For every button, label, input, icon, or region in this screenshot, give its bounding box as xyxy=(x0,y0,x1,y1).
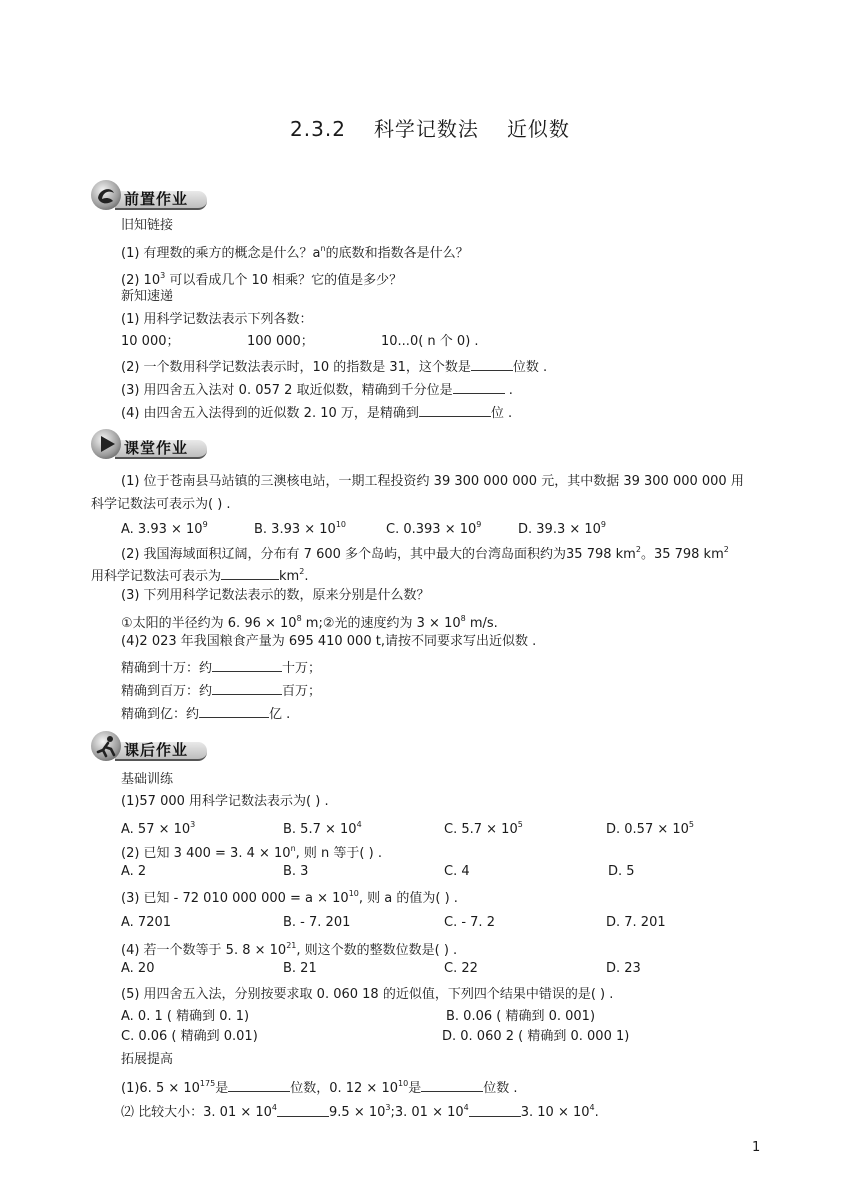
play-icon xyxy=(91,429,121,459)
option-c: C. - 7. 2 xyxy=(444,915,495,930)
subheading-basic: 基础训练 xyxy=(121,772,174,787)
answer-blank[interactable] xyxy=(199,703,269,718)
question-text: (1) 位于苍南县马站镇的三澳核电站，一期工程投资约 39 300 000 000 元，其中数据 39 300 000 000 用 xyxy=(121,474,744,489)
question-text: 科学记数法可表示为( ) . xyxy=(91,497,231,512)
section-header-post xyxy=(91,731,209,761)
question-text: (2) $10^3$ 可以看成几个 10 相乘？它的值是多少？ xyxy=(121,271,403,288)
question-text: 精确到十万：约 十万； xyxy=(121,657,321,678)
answer-blank[interactable] xyxy=(421,1077,483,1092)
option-a: A. $3.93 \times 10^9$ xyxy=(121,520,208,537)
option-a: A. 20 xyxy=(121,961,155,976)
option-a: A. 7201 xyxy=(121,915,172,930)
section-label: 前置作业 xyxy=(124,190,189,208)
option-c: C. $5.7 \times 10^5$ xyxy=(444,820,523,837)
option-b: B. $5.7 \times 10^4$ xyxy=(283,820,362,837)
subheading-old-knowledge: 旧知链接 xyxy=(121,218,174,233)
page-number: 1 xyxy=(752,1140,761,1155)
option-c: C. 4 xyxy=(444,864,470,879)
subheading-extension: 拓展提高 xyxy=(121,1052,174,1067)
page-title xyxy=(0,113,860,142)
answer-blank[interactable] xyxy=(277,1108,329,1117)
question-text: (1) 用科学记数法表示下列各数： xyxy=(121,312,313,327)
subheading-new-knowledge: 新知速递 xyxy=(121,289,174,304)
option-d: D. 5 xyxy=(608,864,635,879)
question-text: (2) 一个数用科学记数法表示时，10 的指数是 31，这个数是 位数 . xyxy=(121,356,547,377)
question-text: (1) 有理数的乘方的概念是什么？$a^n$的底数和指数各是什么？ xyxy=(121,244,469,261)
runner-icon xyxy=(91,731,121,761)
question-text: 精确到亿：约 亿 . xyxy=(121,703,290,724)
answer-blank[interactable] xyxy=(221,565,279,580)
answer-blank[interactable] xyxy=(453,379,505,394)
answer-blank[interactable] xyxy=(471,356,513,371)
question-text: (1)57 000 用科学记数法表示为( ) . xyxy=(121,794,329,809)
question-text: 精确到百万：约 百万； xyxy=(121,680,321,701)
question-text: (3) 已知 - 72 010 000 $000 = a \times 10^{10}$, 则 a 的值为( ) . xyxy=(121,889,458,906)
question-text: (4) 由四舍五入法得到的近似数 2. 10 万，是精确到 位 . xyxy=(121,402,512,423)
title-topic-1: 科学记数法 xyxy=(373,117,479,141)
option-d: D. 23 xyxy=(606,961,641,976)
answer-blank[interactable] xyxy=(469,1108,521,1117)
option-c: C. 22 xyxy=(444,961,478,976)
section-header-pre xyxy=(91,180,209,210)
question-item: 10 000； xyxy=(121,334,180,349)
option-b: B. 21 xyxy=(283,961,317,976)
question-text: (3) 用四舍五入法对 0. 057 2 取近似数，精确到千分位是 . xyxy=(121,379,513,400)
question-text: (2) 我国海域面积辽阔，分布有 7 600 多个岛屿，其中最大的台湾岛面积约为35 798 $km^2$。35 798 $km^2$ xyxy=(121,545,729,562)
question-text: (2) 已知 3 400 = 3. $4 \times 10^n$, 则 n 等于( ) . xyxy=(121,844,382,861)
option-b: B. 0.06 ( 精确到 0. 001) xyxy=(446,1009,596,1024)
answer-blank[interactable] xyxy=(419,402,491,417)
section-label: 课后作业 xyxy=(124,741,189,759)
section-label: 课堂作业 xyxy=(124,439,189,457)
option-c: C. $0.393 \times 10^9$ xyxy=(386,520,482,537)
option-b: B. 3 xyxy=(283,864,309,879)
question-text: (3) 下列用科学记数法表示的数，原来分别是什么数？ xyxy=(121,588,430,603)
swirl-icon xyxy=(91,180,121,210)
option-c: C. 0.06 ( 精确到 0.01) xyxy=(121,1029,258,1044)
option-a: A. 0. 1 ( 精确到 0. 1) xyxy=(121,1009,250,1024)
option-d: D. $39.3 \times 10^9$ xyxy=(518,520,607,537)
option-b: B. - 7. 201 xyxy=(283,915,351,930)
option-d: D. 7. 201 xyxy=(606,915,666,930)
question-item: 100 000； xyxy=(247,334,314,349)
question-text: ⑵ 比较大小：3. $01 \times 10^4$ $9.5 \times 10^3;3$. $01 \times 10^4$ 3. $10 \times 10^4$. xyxy=(121,1103,599,1120)
title-topic-2: 近似数 xyxy=(506,117,570,141)
answer-blank[interactable] xyxy=(212,657,282,672)
option-b: B. $3.93 \times 10^{10}$ xyxy=(254,520,347,537)
option-d: D. 0. 060 2 ( 精确到 0. 000 1) xyxy=(442,1029,630,1044)
question-text: (4)2 023 年我国粮食产量为 695 410 000 t,请按不同要求写出近似数 . xyxy=(121,634,537,649)
section-header-class xyxy=(91,429,209,459)
option-d: D. $0.57 \times 10^5$ xyxy=(606,820,695,837)
question-text: (5) 用四舍五入法，分别按要求取 0. 060 18 的近似值，下列四个结果中错误的是( ) . xyxy=(121,987,614,1002)
question-text: (4) 若一个数等于 5. $8 \times 10^{21}$, 则这个数的整数位数是( ) . xyxy=(121,941,458,958)
question-item: 10...0( n 个 0) . xyxy=(381,334,479,349)
option-a: A. 2 xyxy=(121,864,147,879)
answer-blank[interactable] xyxy=(212,680,282,695)
question-text: 用科学记数法可表示为 $km^2$. xyxy=(91,567,309,584)
option-a: A. $57 \times 10^3$ xyxy=(121,820,196,837)
answer-blank[interactable] xyxy=(228,1077,290,1092)
question-text: (1)6. $5 \times 10^{175}$是 位数，0. $12 \times 10^{10}$是 位数 . xyxy=(121,1079,518,1096)
title-section-number: 2.3.2 xyxy=(290,117,346,141)
question-text: ①太阳的半径约为 6. $96 \times 10^8$ m;②光的速度约为 $3 \times 10^8$ m/s. xyxy=(121,614,498,631)
